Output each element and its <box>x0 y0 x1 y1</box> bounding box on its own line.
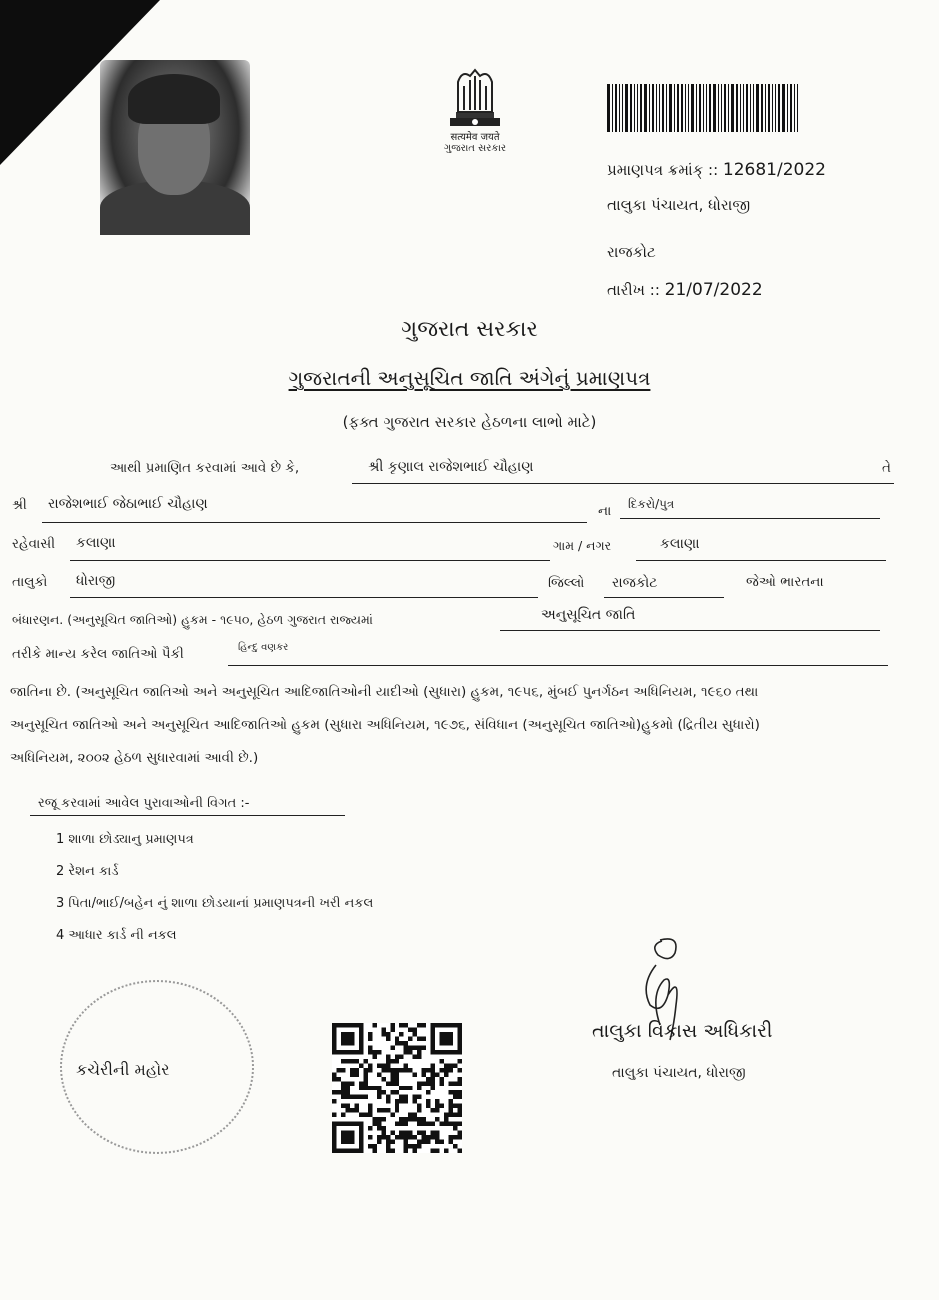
resident-label: રહેવાસી <box>12 536 56 552</box>
list-item: 3 પિતા/ભાઈ/બહેન નું શાળા છોડયાનાં પ્રમાણપત્રની ખરી નકલ <box>56 896 374 911</box>
intro-text: આથી પ્રમાણિત કરવામાં આવે છે કે, <box>110 460 300 476</box>
evidence-list <box>56 832 373 960</box>
taluka-label: તાલુકો <box>12 574 48 590</box>
certificate-number: પ્રમાણપત્ર ક્રમાંક્ :: 12681/2022 <box>607 160 826 180</box>
evidence-underline <box>30 815 345 816</box>
resident-value: કલાણા <box>76 535 116 551</box>
emblem-state: ગુજરાત સરકાર <box>443 143 507 154</box>
national-emblem <box>420 62 530 172</box>
officer-office: તાલુકા પંચાયત, ધોરાજી <box>612 1065 746 1081</box>
district-value: રાજકોટ <box>612 575 658 591</box>
relation: દિકરો/પુત્ર <box>628 497 675 511</box>
name-underline <box>352 483 894 484</box>
applicant-photo <box>100 60 250 235</box>
category-value: અનુસૂચિત જાતિ <box>541 607 636 623</box>
caste-underline <box>228 665 888 666</box>
father-name: રાજેશભાઈ જેઠાભાઈ ચૌહાણ <box>48 496 208 512</box>
certificate-number-value: 12681/2022 <box>722 160 826 180</box>
list-item: 2 રેશન કાર્ડ <box>56 864 119 879</box>
officer-title: તાલુકા વિકાસ અધિકારી <box>592 1020 773 1042</box>
certificate-subtitle: (ફક્ત ગુજરાત સરકાર હેઠળના લાભો માટે) <box>342 413 597 431</box>
list-item: 4 આધાર કાર્ડ ની નકલ <box>56 928 177 943</box>
legal-line-3: અધિનિયમ, ૨૦૦૨ હેઠળ સુધારવામાં આવી છે.) <box>10 750 259 766</box>
na-label: ના <box>598 503 612 519</box>
village-label: ગામ / નગર <box>553 538 612 553</box>
barcode <box>607 84 839 132</box>
legal-paragraph <box>10 676 930 775</box>
district-underline <box>604 597 724 598</box>
legal-line-2: અનુસૂચિત જાતિઓ અને અનુસૂચિત આદિજાતિઓ હુકમ (સુધારા અધિનિયમ, ૧૯૭૬, સંવિધાન (અનુસૂચિત જાતિઓ)હુકમો (દ્રિતીય સુધારો) <box>10 717 760 733</box>
caste-value: હિન્દુ વણકર <box>238 642 289 653</box>
india-text: જેઓ ભારતના <box>746 574 824 590</box>
recognized-text: તરીકે માન્ય કરેલ જાતિઓ પૈકી <box>12 646 184 662</box>
legal-line-1: જાતિના છે. (અનુસૂચિત જાતિઓ અને અનુસૂચિત આદિજાતિઓની યાદીઓ (સુધારા) હુકમ, ૧૯૫૬, મુંબઈ પુનર્ગઠન અધિનિયમ, ૧૯૬૦ તથા <box>10 684 759 700</box>
lion-capital-icon <box>440 62 510 132</box>
village-underline <box>636 560 886 561</box>
applicant-name: શ્રી કૃણાલ રાજેશભાઈ ચૌહાણ <box>368 459 534 475</box>
relation-underline <box>620 518 880 519</box>
issuing-office: તાલુકા પંચાયત, ધોરાજી <box>607 196 751 214</box>
issue-date-value: 21/07/2022 <box>664 280 763 300</box>
government-title: ગુજરાત સરકાર <box>401 317 538 342</box>
evidence-heading: રજૂ કરવામાં આવેલ પુરાવાઓની વિગત :- <box>38 796 250 811</box>
issue-date: તારીખ :: 21/07/2022 <box>607 280 763 300</box>
issuing-district: રાજકોટ <box>607 243 656 261</box>
category-underline <box>500 630 880 631</box>
district-label: જિલ્લો <box>548 575 585 591</box>
resident-underline <box>70 560 550 561</box>
list-item: 1 શાળા છોડ્યાનુ પ્રમાણપત્ર <box>56 832 194 847</box>
village-value: કલાણા <box>660 536 700 552</box>
constitution-text: બંધારણન. (અનુસૂચિત જાતિઓ) હુકમ - ૧૯૫૦, હેઠળ ગુજરાત રાજ્યમાં <box>12 612 373 627</box>
certificate-title: ગુજરાતની અનુસૂચિત જાતિ અંગેનું પ્રમાણપત્ર <box>288 366 651 390</box>
emblem-motto: सत्यमेव जयते <box>450 132 500 143</box>
taluka-underline <box>70 597 538 598</box>
taluka-value: ધોરાજી <box>76 573 116 589</box>
name-suffix: તે <box>882 460 891 476</box>
seal-label: કચેરીની મહોર <box>76 1060 170 1079</box>
shri-label: શ્રી <box>12 497 27 513</box>
father-underline <box>42 522 587 523</box>
qr-code <box>332 1023 462 1153</box>
